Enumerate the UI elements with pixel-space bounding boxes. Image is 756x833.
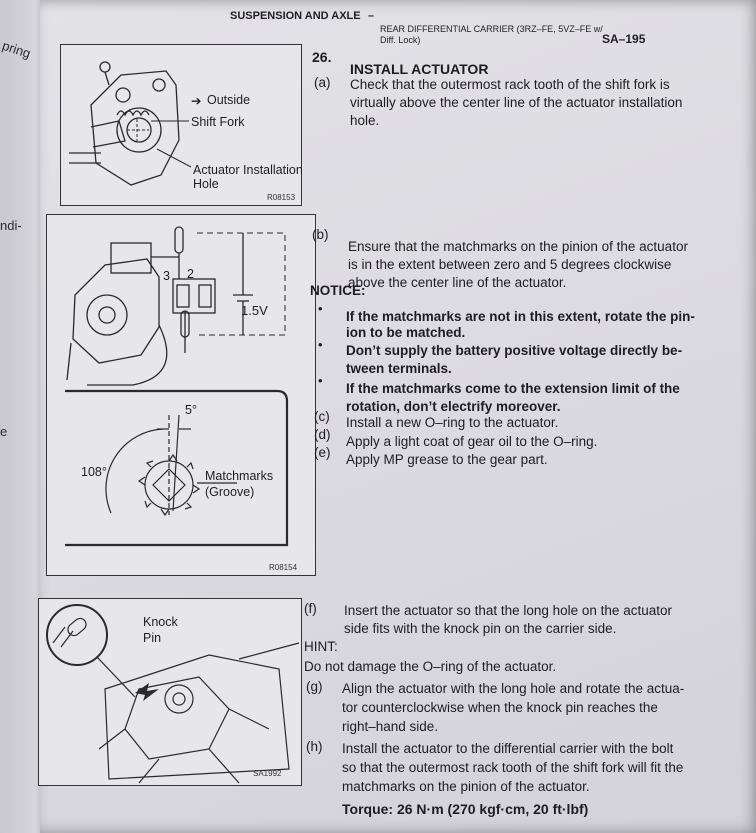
notice-2-line-1: Don’t supply the battery positive voltage directly be- bbox=[346, 343, 683, 358]
header-page-number: SA–195 bbox=[602, 32, 646, 46]
sub-b-line-1: Ensure that the matchmarks on the pinion of the actuator bbox=[348, 239, 688, 254]
figure-matchmarks bbox=[46, 214, 316, 576]
fig1-outside-arrow: ➔ bbox=[191, 94, 202, 108]
notice-2-line-2: tween terminals. bbox=[346, 361, 452, 376]
fig2-label-matchmarks: Matchmarks bbox=[205, 469, 274, 483]
sub-b-line-2: is in the extent between zero and 5 degrees clockwise bbox=[348, 257, 672, 272]
page-header bbox=[230, 6, 750, 50]
header-topic-line2: Diff. Lock) bbox=[380, 35, 421, 45]
torque-spec: Torque: 26 N·m (270 kgf·cm, 20 ft·lbf) bbox=[342, 801, 589, 817]
sub-g-label: (g) bbox=[306, 679, 323, 694]
fig2-label-108deg: 108° bbox=[81, 465, 107, 479]
sub-g-line-1: Align the actuator with the long hole and rotate the actua- bbox=[342, 681, 685, 696]
sub-f-label: (f) bbox=[304, 601, 317, 616]
fig1-label-outside: Outside bbox=[207, 93, 251, 107]
header-dash: – bbox=[368, 10, 375, 22]
margin-fragment-2: ndi- bbox=[0, 218, 22, 233]
hint-heading: HINT: bbox=[304, 639, 338, 654]
sub-d-text: Apply a light coat of gear oil to the O–ring. bbox=[346, 434, 598, 449]
fig1-label-shift-fork: Shift Fork bbox=[191, 115, 245, 129]
sub-h-line-1: Install the actuator to the differential carrier with the bolt bbox=[342, 741, 674, 756]
fig1-id: R08153 bbox=[267, 193, 296, 202]
sub-b-label: (b) bbox=[312, 227, 329, 242]
sub-h-line-2: so that the outermost rack tooth of the shift fork will fit the bbox=[342, 760, 684, 775]
fig2-label-groove: (Groove) bbox=[205, 485, 255, 499]
fig3-id: SA1992 bbox=[253, 769, 282, 778]
notice-3-line-1: If the matchmarks come to the extension limit of the bbox=[346, 381, 680, 396]
header-section: SUSPENSION AND AXLE bbox=[230, 10, 361, 22]
header-topic-line1: REAR DIFFERENTIAL CARRIER (3RZ–FE, 5VZ–FE w/ bbox=[380, 24, 603, 34]
figure-shift-fork bbox=[60, 44, 302, 206]
sub-b-line-3: above the center line of the actuator. bbox=[348, 275, 567, 290]
sub-a-line-3: hole. bbox=[350, 113, 380, 128]
notice-1-bullet: • bbox=[318, 301, 323, 316]
fig3-label-knock: Knock bbox=[143, 615, 178, 629]
fig2-id: R08154 bbox=[269, 563, 298, 572]
figure-knock-pin bbox=[38, 598, 302, 786]
step-title: INSTALL ACTUATOR bbox=[350, 61, 489, 77]
fig2-label-voltage: 1.5V bbox=[241, 303, 268, 318]
sub-a-line-1: Check that the outermost rack tooth of the shift fork is bbox=[350, 77, 670, 92]
notice-1-line-2: ion to be matched. bbox=[346, 325, 466, 340]
fig2-label-2: 2 bbox=[187, 267, 194, 281]
fig2-label-3: 3 bbox=[163, 269, 170, 283]
actuator-housing-drawing bbox=[61, 45, 301, 205]
sub-d-label: (d) bbox=[314, 427, 331, 442]
notice-3-bullet: • bbox=[318, 373, 323, 388]
notice-3-line-2: rotation, don’t electrify moreover. bbox=[346, 399, 561, 414]
sub-a-label: (a) bbox=[314, 75, 331, 90]
sub-f-line-1: Insert the actuator so that the long hole on the actuator bbox=[344, 603, 672, 618]
margin-fragment-1: pring bbox=[0, 37, 33, 62]
notice-1-line-1: If the matchmarks are not in this extent, rotate the pin- bbox=[346, 309, 695, 324]
sub-h-label: (h) bbox=[306, 739, 323, 754]
fig1-label-hole: Hole bbox=[193, 177, 219, 191]
notice-2-bullet: • bbox=[318, 337, 323, 352]
sub-f-line-2: side fits with the knock pin on the carrier side. bbox=[344, 621, 617, 636]
actuator-wiring-drawing bbox=[47, 215, 315, 575]
sub-a-line-2: virtually above the center line of the actuator installation bbox=[350, 95, 683, 110]
sub-e-text: Apply MP grease to the gear part. bbox=[346, 452, 548, 467]
sub-g-line-3: right–hand side. bbox=[342, 719, 439, 734]
sub-g-line-2: tor counterclockwise when the knock pin reaches the bbox=[342, 700, 658, 715]
hint-text: Do not damage the O–ring of the actuator. bbox=[304, 659, 557, 674]
notice-heading: NOTICE: bbox=[310, 283, 366, 298]
margin-fragment-3: e bbox=[0, 424, 8, 439]
sub-c-text: Install a new O–ring to the actuator. bbox=[346, 415, 559, 430]
sub-e-label: (e) bbox=[314, 445, 331, 460]
sub-c-label: (c) bbox=[314, 409, 330, 424]
step-number: 26. bbox=[312, 49, 332, 65]
sub-h-line-3: matchmarks on the pinion of the actuator. bbox=[342, 779, 590, 794]
fig2-label-5deg: 5° bbox=[185, 403, 197, 417]
manual-page bbox=[40, 0, 756, 833]
fig3-label-pin: Pin bbox=[143, 631, 162, 645]
fig1-label-actuator-installation: Actuator Installation bbox=[193, 163, 303, 177]
